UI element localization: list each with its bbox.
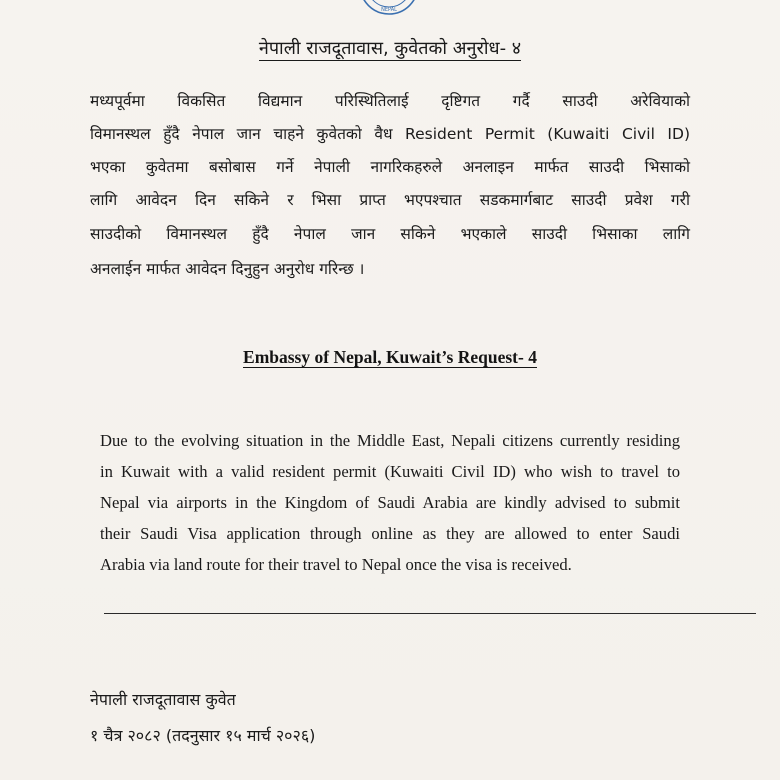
signature-office: नेपाली राजदूतावास कुवेत bbox=[90, 690, 236, 709]
nepali-line: विमानस्थल हुँदै नेपाल जान चाहने कुवेतको वैध Resident Permit (Kuwaiti Civil ID) bbox=[90, 125, 690, 143]
english-line: their Saudi Visa application through online as they are allowed to enter Saudi bbox=[100, 524, 680, 543]
nepali-line: भएका कुवेतमा बसोबास गर्ने नेपाली नागरिकहरुले अनलाइन मार्फत साउदी भिसाको bbox=[90, 158, 690, 176]
signature-date: १ चैत्र २०८२ (तदनुसार १५ मार्च २०२६) bbox=[90, 726, 316, 745]
nepali-title bbox=[0, 36, 780, 60]
english-line: Arabia via land route for their travel to Nepal once the visa is received. bbox=[100, 555, 572, 574]
english-line: Due to the evolving situation in the Middle East, Nepali citizens currently residing bbox=[100, 431, 680, 450]
english-line: in Kuwait with a valid resident permit (Kuwaiti Civil ID) who wish to travel to bbox=[100, 462, 680, 481]
english-title bbox=[0, 347, 780, 368]
english-title-text: Embassy of Nepal, Kuwait’s Request- 4 bbox=[243, 347, 537, 367]
nepali-title-text: नेपाली राजदूतावास, कुवेतको अनुरोध- ४ bbox=[258, 38, 522, 59]
embassy-seal bbox=[358, 0, 420, 16]
nepali-line: मध्यपूर्वमा विकसित विद्यमान परिस्थितिलाई दृष्टिगत गर्दै साउदी अरेवियाको bbox=[90, 92, 690, 110]
nepali-line: साउदीको विमानस्थल हुँदै नेपाल जान सकिने भएकाले साउदी भिसाका लागि bbox=[90, 225, 690, 243]
separator-line bbox=[104, 613, 756, 614]
english-line: Nepal via airports in the Kingdom of Saudi Arabia are kindly advised to submit bbox=[100, 493, 680, 512]
seal-text: NEPAL bbox=[381, 7, 397, 13]
nepali-line: अनलाईन मार्फत आवेदन दिनुहुन अनुरोध गरिन्छ । bbox=[90, 260, 365, 278]
nepali-line: लागि आवेदन दिन सकिने र भिसा प्राप्त भएपश्चात सडकमार्गबाट साउदी प्रवेश गरी bbox=[90, 191, 690, 209]
